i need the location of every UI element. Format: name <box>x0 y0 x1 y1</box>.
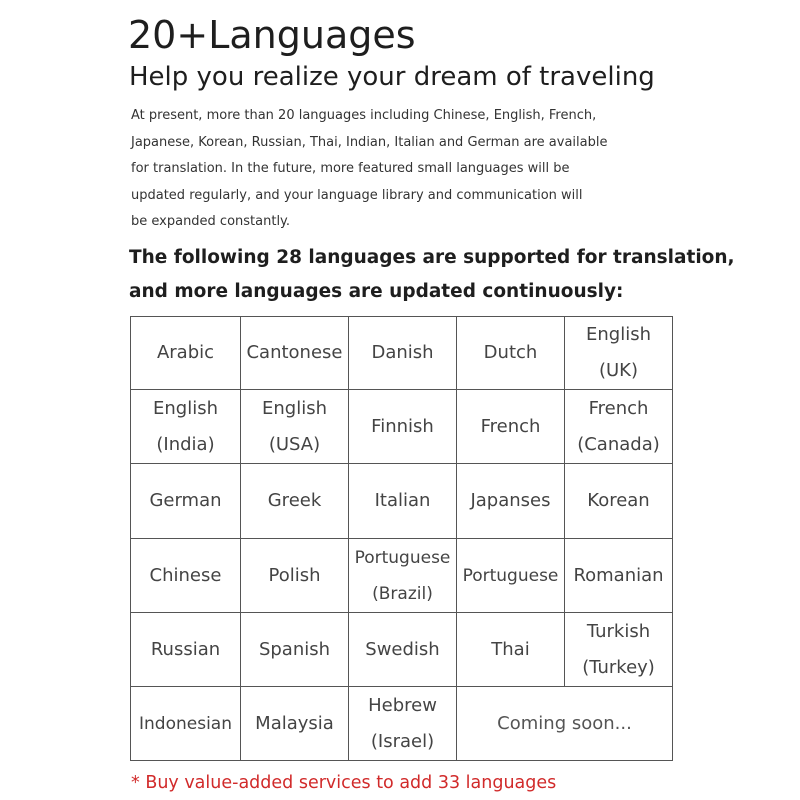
language-cell <box>349 687 457 761</box>
language-name: Russian <box>150 638 221 660</box>
intro-line: updated regularly, and your language library and communication will <box>131 187 583 203</box>
language-name: Portuguese <box>462 565 559 586</box>
language-name: English <box>586 324 651 345</box>
language-name: Malaysia <box>255 712 334 734</box>
language-cell <box>565 464 673 539</box>
table-row <box>131 613 673 687</box>
intro-paragraph <box>131 103 691 236</box>
language-name: Cantonese <box>246 342 343 363</box>
language-cell <box>349 464 457 539</box>
language-cell <box>241 317 349 390</box>
intro-line: Japanese, Korean, Russian, Thai, Indian, Italian and German are available <box>131 134 608 150</box>
language-name: Indonesian <box>139 713 232 734</box>
language-name: Chinese <box>149 564 222 586</box>
language-cell <box>241 390 349 464</box>
language-cell <box>457 613 565 687</box>
language-name: Hebrew <box>368 694 437 716</box>
language-cell <box>457 390 565 464</box>
page-title: 20+Languages <box>128 13 416 57</box>
language-name: Finnish <box>371 415 434 437</box>
language-name: Italian <box>374 490 431 511</box>
language-name: Turkish <box>586 620 651 642</box>
language-cell <box>241 539 349 613</box>
language-name: Spanish <box>258 638 331 660</box>
value-added-note: * Buy value-added services to add 33 languages <box>131 773 557 793</box>
language-name: Korean <box>587 490 650 511</box>
language-name: (Brazil) <box>372 583 433 604</box>
language-cell <box>131 687 241 761</box>
language-cell <box>457 317 565 390</box>
table-row <box>131 539 673 613</box>
language-name: English <box>262 397 327 419</box>
language-cell <box>349 317 457 390</box>
language-name: Japanses <box>470 490 551 511</box>
table-row <box>131 317 673 390</box>
language-cell <box>349 390 457 464</box>
language-name: (Israel) <box>370 730 435 752</box>
page-subtitle: Help you realize your dream of traveling <box>129 62 655 92</box>
intro-line: for translation. In the future, more featured small languages will be <box>131 161 570 176</box>
language-cell <box>565 390 673 464</box>
language-name: English <box>153 397 218 419</box>
language-cell <box>349 613 457 687</box>
intro-line: be expanded constantly. <box>131 214 291 229</box>
language-cell <box>131 539 241 613</box>
table-row <box>131 687 673 761</box>
supported-languages-heading <box>129 241 735 309</box>
language-cell <box>131 390 241 464</box>
heading-line: and more languages are updated continuously: <box>129 281 624 302</box>
language-name: Swedish <box>365 638 440 660</box>
language-name: Arabic <box>156 342 215 363</box>
language-name: French <box>480 415 541 437</box>
table-row <box>131 464 673 539</box>
languages-table <box>130 316 673 761</box>
language-cell <box>131 464 241 539</box>
language-cell <box>565 539 673 613</box>
language-cell <box>565 613 673 687</box>
language-name: Romanian <box>573 564 664 586</box>
language-cell <box>241 464 349 539</box>
language-name: Portuguese <box>354 547 451 568</box>
language-name: Danish <box>371 342 434 363</box>
language-cell <box>349 539 457 613</box>
language-name: Greek <box>267 490 322 511</box>
language-name: (Canada) <box>577 433 660 455</box>
language-name: Dutch <box>483 342 538 363</box>
language-name: German <box>149 490 222 511</box>
language-name: (India) <box>156 433 215 455</box>
language-cell <box>241 687 349 761</box>
language-cell <box>131 317 241 390</box>
language-name: Polish <box>268 564 321 586</box>
language-name: (Turkey) <box>582 656 655 678</box>
language-name: (USA) <box>268 433 321 455</box>
intro-line: At present, more than 20 languages including Chinese, English, French, <box>131 108 597 123</box>
language-cell <box>457 464 565 539</box>
language-cell <box>565 317 673 390</box>
heading-line: The following 28 languages are supported for translation, <box>129 247 735 268</box>
language-name: (UK) <box>598 360 639 381</box>
language-cell <box>131 613 241 687</box>
language-cell <box>457 539 565 613</box>
language-name: French <box>588 397 649 419</box>
language-name: Thai <box>491 638 530 660</box>
coming-soon-cell: Coming soon... <box>457 687 673 761</box>
table-row <box>131 390 673 464</box>
language-cell <box>241 613 349 687</box>
